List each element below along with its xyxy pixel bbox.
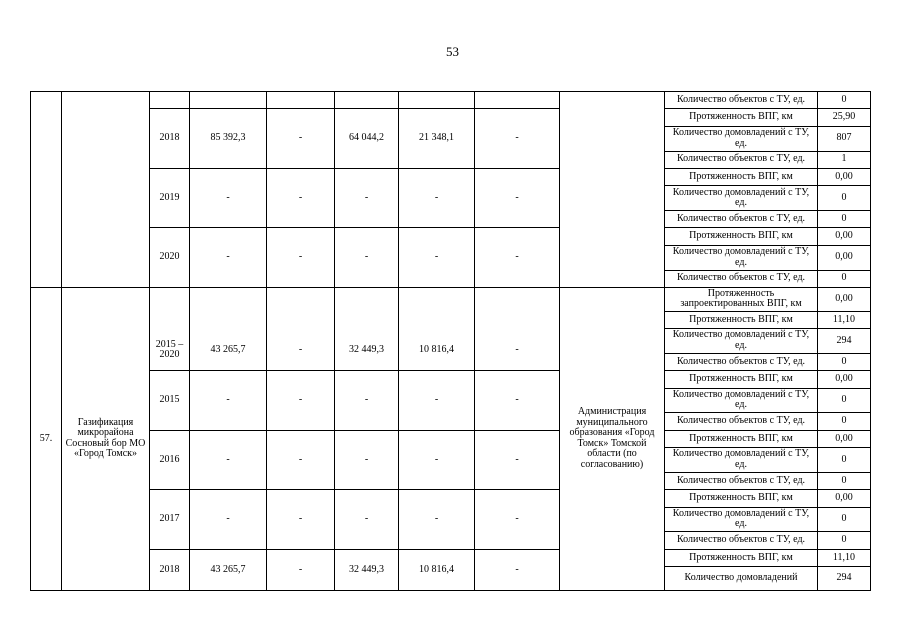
indicator-label: Количество домовладений с ТУ, ед. (665, 245, 818, 270)
table-row (31, 549, 871, 566)
indicator-value: 294 (818, 328, 871, 353)
indicator-label: Количество объектов с ТУ, ед. (665, 472, 818, 489)
indicator-value: 1 (818, 151, 871, 168)
total-cell: - (190, 228, 267, 288)
indicator-label: Протяженность ВПГ, км (665, 430, 818, 447)
regional-cell: - (335, 371, 399, 431)
table-row (31, 430, 871, 447)
total-cell: - (190, 490, 267, 550)
total-cell: - (190, 371, 267, 431)
project-name (62, 92, 150, 288)
regional-cell (335, 287, 399, 370)
row-number (31, 92, 62, 288)
extra-cell: - (475, 549, 560, 590)
local-cell (399, 92, 475, 109)
table-row (31, 109, 871, 126)
indicator-label: Количество объектов с ТУ, ед. (665, 353, 818, 370)
indicator-label: Количество объектов с ТУ, ед. (665, 92, 818, 109)
indicator-label: Количество домовладений с ТУ, ед. (665, 448, 818, 473)
table-row (31, 168, 871, 185)
indicator-label: Количество объектов с ТУ, ед. (665, 270, 818, 287)
local-cell: - (399, 371, 475, 431)
extra-cell: - (475, 228, 560, 288)
indicator-label: Протяженность ВПГ, км (665, 311, 818, 328)
extra-cell: - (475, 371, 560, 431)
indicator-value: 0 (818, 186, 871, 211)
indicator-value: 0,00 (818, 245, 871, 270)
local-cell: - (399, 490, 475, 550)
local-cell: - (399, 168, 475, 228)
total-cell: 43 265,7 (190, 549, 267, 590)
indicator-label: Количество объектов с ТУ, ед. (665, 151, 818, 168)
indicator-value: 0,00 (818, 490, 871, 507)
year-cell: 2016 (150, 430, 190, 490)
indicator-value: 0 (818, 507, 871, 532)
year-cell: 2018 (150, 109, 190, 169)
indicator-value: 11,10 (818, 549, 871, 566)
indicator-label: Количество объектов с ТУ, ед. (665, 532, 818, 549)
extra-cell (475, 287, 560, 370)
indicator-label: Количество домовладений с ТУ, ед. (665, 186, 818, 211)
indicator-value: 0 (818, 353, 871, 370)
year-cell: 2019 (150, 168, 190, 228)
regional-cell: 64 044,2 (335, 109, 399, 169)
federal-cell: - (267, 490, 335, 550)
indicator-value: 0 (818, 472, 871, 489)
extra-cell: - (475, 109, 560, 169)
indicator-label: Количество объектов с ТУ, ед. (665, 211, 818, 228)
indicator-label: Протяженность ВПГ, км (665, 168, 818, 185)
table-row (31, 490, 871, 507)
federal-cell: - (267, 549, 335, 590)
federal-cell-text: - (298, 343, 303, 355)
indicator-value: 0 (818, 532, 871, 549)
local-cell-text: 10 816,4 (419, 343, 454, 355)
table-row (31, 228, 871, 245)
indicator-label: Протяженность ВПГ, км (665, 549, 818, 566)
indicator-value: 0,00 (818, 228, 871, 245)
year-cell (150, 287, 190, 370)
indicator-value: 0,00 (818, 287, 871, 311)
regional-cell: - (335, 430, 399, 490)
local-cell: - (399, 228, 475, 288)
federal-cell: - (267, 228, 335, 288)
regional-cell (335, 92, 399, 109)
indicator-label: Протяженность ВПГ, км (665, 371, 818, 388)
year-cell: 2015 (150, 371, 190, 431)
organization-cell: Администрация муниципального образования «Город Томск» Томской области (по согласованию) (560, 287, 665, 590)
indicator-value: 807 (818, 126, 871, 151)
year-cell: 2018 (150, 549, 190, 590)
row-number: 57. (31, 287, 62, 590)
regional-cell: - (335, 490, 399, 550)
indicator-value: 0 (818, 270, 871, 287)
local-cell: - (399, 430, 475, 490)
indicator-value: 0 (818, 92, 871, 109)
indicator-label: Количество домовладений с ТУ, ед. (665, 126, 818, 151)
indicator-label: Протяженность ВПГ, км (665, 228, 818, 245)
local-cell (399, 287, 475, 370)
indicator-label: Количество домовладений с ТУ, ед. (665, 328, 818, 353)
extra-cell: - (475, 168, 560, 228)
year-cell-text: 2015 – 2020 (155, 338, 184, 361)
indicator-value: 25,90 (818, 109, 871, 126)
total-cell: - (190, 168, 267, 228)
total-cell (190, 287, 267, 370)
indicator-value: 0,00 (818, 430, 871, 447)
total-cell: - (190, 430, 267, 490)
local-cell: 10 816,4 (399, 549, 475, 590)
indicator-value: 0,00 (818, 168, 871, 185)
indicator-value: 0 (818, 211, 871, 228)
table-row (31, 92, 871, 109)
total-cell: 85 392,3 (190, 109, 267, 169)
year-cell: 2020 (150, 228, 190, 288)
extra-cell (475, 92, 560, 109)
table-row (31, 371, 871, 388)
federal-cell: - (267, 371, 335, 431)
year-cell: 2017 (150, 490, 190, 550)
local-cell: 21 348,1 (399, 109, 475, 169)
indicator-label: Протяженность ВПГ, км (665, 490, 818, 507)
regional-cell: - (335, 228, 399, 288)
regional-cell: - (335, 168, 399, 228)
indicator-label: Количество домовладений с ТУ, ед. (665, 388, 818, 413)
program-table (30, 91, 871, 591)
total-cell-text: 43 265,7 (210, 343, 246, 355)
indicator-value: 0 (818, 448, 871, 473)
indicator-value: 294 (818, 567, 871, 591)
indicator-label: Количество объектов с ТУ, ед. (665, 413, 818, 430)
page-number: 53 (446, 44, 459, 59)
indicator-value: 0 (818, 413, 871, 430)
indicator-label: Протяженность ВПГ, км (665, 109, 818, 126)
indicator-value: 0 (818, 388, 871, 413)
indicator-label: Протяженность запроектированных ВПГ, км (665, 287, 818, 311)
extra-cell: - (475, 430, 560, 490)
regional-cell-text: 32 449,3 (349, 343, 384, 355)
indicator-value: 11,10 (818, 311, 871, 328)
federal-cell: - (267, 168, 335, 228)
extra-cell-text: - (515, 343, 519, 355)
indicator-label: Количество домовладений (665, 567, 818, 591)
year-cell (150, 92, 190, 109)
federal-cell: - (267, 109, 335, 169)
federal-cell (267, 287, 335, 370)
table-row (31, 287, 871, 311)
federal-cell: - (267, 430, 335, 490)
federal-cell (267, 92, 335, 109)
indicator-label: Количество домовладений с ТУ, ед. (665, 507, 818, 532)
indicator-value: 0,00 (818, 371, 871, 388)
extra-cell: - (475, 490, 560, 550)
project-name: Газификация микрорайона Сосновый бор МО «Город Томск» (62, 287, 150, 590)
regional-cell: 32 449,3 (335, 549, 399, 590)
total-cell (190, 92, 267, 109)
organization-cell (560, 92, 665, 288)
